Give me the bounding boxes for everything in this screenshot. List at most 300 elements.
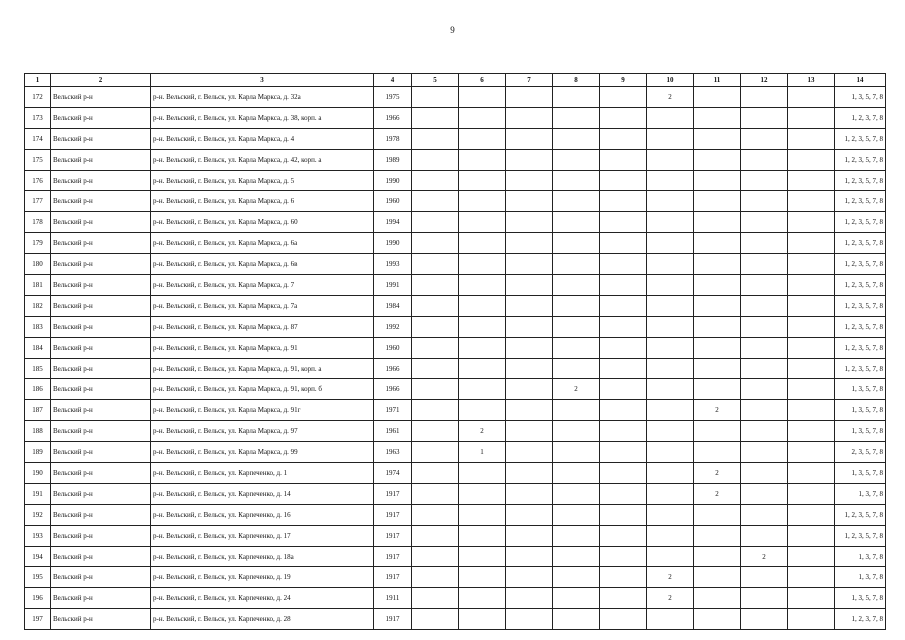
column-13-cell [788, 254, 835, 275]
year-cell: 1989 [374, 149, 412, 170]
column-7-cell [506, 233, 553, 254]
column-7-cell [506, 400, 553, 421]
column-5-cell [412, 107, 459, 128]
codes-cell: 1, 2, 3, 5, 7, 8 [835, 149, 886, 170]
year-cell: 1984 [374, 295, 412, 316]
column-header-4: 4 [374, 74, 412, 87]
table-row [25, 233, 886, 254]
year-cell: 1911 [374, 588, 412, 609]
row-number-cell: 194 [25, 546, 51, 567]
column-12-cell [741, 170, 788, 191]
column-9-cell [600, 546, 647, 567]
address-cell: р-н. Вельский, г. Вельск, ул. Карла Маркса, д. 6 [151, 191, 374, 212]
column-10-cell [647, 442, 694, 463]
table-row [25, 588, 886, 609]
column-11-cell [694, 107, 741, 128]
column-7-cell [506, 546, 553, 567]
column-8-cell [553, 463, 600, 484]
codes-cell: 1, 2, 3, 5, 7, 8 [835, 358, 886, 379]
address-cell: р-н. Вельский, г. Вельск, ул. Карпеченко, д. 17 [151, 525, 374, 546]
year-cell: 1917 [374, 525, 412, 546]
column-8-cell [553, 337, 600, 358]
row-number-cell: 185 [25, 358, 51, 379]
column-10-cell [647, 504, 694, 525]
column-6-cell [459, 546, 506, 567]
year-cell: 1992 [374, 316, 412, 337]
column-9-cell [600, 442, 647, 463]
table-row [25, 609, 886, 630]
column-header-9: 9 [600, 74, 647, 87]
address-cell: р-н. Вельский, г. Вельск, ул. Карпеченко, д. 1 [151, 463, 374, 484]
column-11-cell [694, 128, 741, 149]
address-cell: р-н. Вельский, г. Вельск, ул. Карла Маркса, д. 97 [151, 421, 374, 442]
column-header-14: 14 [835, 74, 886, 87]
column-12-cell [741, 421, 788, 442]
year-cell: 1966 [374, 379, 412, 400]
column-12-cell [741, 567, 788, 588]
district-cell: Вельский р-н [51, 588, 151, 609]
column-8-cell [553, 191, 600, 212]
column-10-cell [647, 295, 694, 316]
address-cell: р-н. Вельский, г. Вельск, ул. Карла Маркса, д. 91, корп. б [151, 379, 374, 400]
column-7-cell [506, 358, 553, 379]
year-cell: 1991 [374, 275, 412, 296]
district-cell: Вельский р-н [51, 546, 151, 567]
column-5-cell [412, 567, 459, 588]
column-6-cell [459, 191, 506, 212]
column-12-cell [741, 442, 788, 463]
year-cell: 1974 [374, 463, 412, 484]
column-5-cell [412, 128, 459, 149]
column-11-cell [694, 337, 741, 358]
codes-cell: 1, 3, 7, 8 [835, 567, 886, 588]
table-row [25, 295, 886, 316]
column-10-cell [647, 233, 694, 254]
column-9-cell [600, 609, 647, 630]
codes-cell: 1, 3, 5, 7, 8 [835, 588, 886, 609]
column-8-cell [553, 609, 600, 630]
year-cell: 1971 [374, 400, 412, 421]
codes-cell: 1, 2, 3, 5, 7, 8 [835, 128, 886, 149]
column-12-cell [741, 316, 788, 337]
column-12-cell [741, 212, 788, 233]
district-cell: Вельский р-н [51, 483, 151, 504]
column-9-cell [600, 400, 647, 421]
column-5-cell [412, 254, 459, 275]
column-7-cell [506, 567, 553, 588]
table-row [25, 463, 886, 484]
column-6-cell [459, 379, 506, 400]
column-5-cell [412, 421, 459, 442]
codes-cell: 1, 2, 3, 5, 7, 8 [835, 504, 886, 525]
column-8-cell [553, 567, 600, 588]
codes-cell: 1, 2, 3, 5, 7, 8 [835, 295, 886, 316]
table-row [25, 149, 886, 170]
column-5-cell [412, 400, 459, 421]
district-cell: Вельский р-н [51, 463, 151, 484]
column-10-cell: 2 [647, 87, 694, 108]
column-10-cell [647, 609, 694, 630]
column-9-cell [600, 421, 647, 442]
column-5-cell [412, 504, 459, 525]
table-row [25, 358, 886, 379]
column-header-5: 5 [412, 74, 459, 87]
codes-cell: 2, 3, 5, 7, 8 [835, 442, 886, 463]
column-6-cell [459, 233, 506, 254]
column-5-cell [412, 588, 459, 609]
codes-cell: 1, 2, 3, 5, 7, 8 [835, 233, 886, 254]
column-13-cell [788, 379, 835, 400]
column-header-8: 8 [553, 74, 600, 87]
codes-cell: 1, 3, 5, 7, 8 [835, 379, 886, 400]
column-11-cell: 2 [694, 400, 741, 421]
codes-cell: 1, 2, 3, 5, 7, 8 [835, 525, 886, 546]
column-9-cell [600, 233, 647, 254]
column-8-cell [553, 400, 600, 421]
column-6-cell [459, 212, 506, 233]
column-12-cell [741, 483, 788, 504]
column-11-cell [694, 421, 741, 442]
year-cell: 1917 [374, 483, 412, 504]
column-6-cell [459, 316, 506, 337]
column-13-cell [788, 525, 835, 546]
column-8-cell [553, 107, 600, 128]
column-13-cell [788, 463, 835, 484]
column-9-cell [600, 525, 647, 546]
row-number-cell: 175 [25, 149, 51, 170]
column-9-cell [600, 128, 647, 149]
codes-cell: 1, 3, 7, 8 [835, 546, 886, 567]
column-12-cell [741, 379, 788, 400]
column-6-cell [459, 567, 506, 588]
year-cell: 1963 [374, 442, 412, 463]
column-12-cell [741, 254, 788, 275]
column-7-cell [506, 525, 553, 546]
table-row [25, 254, 886, 275]
column-5-cell [412, 212, 459, 233]
row-number-cell: 183 [25, 316, 51, 337]
column-7-cell [506, 421, 553, 442]
row-number-cell: 189 [25, 442, 51, 463]
column-12-cell [741, 588, 788, 609]
column-9-cell [600, 504, 647, 525]
column-8-cell [553, 421, 600, 442]
column-header-10: 10 [647, 74, 694, 87]
column-8-cell [553, 546, 600, 567]
codes-cell: 1, 2, 3, 7, 8 [835, 107, 886, 128]
column-10-cell [647, 337, 694, 358]
column-header-7: 7 [506, 74, 553, 87]
year-cell: 1966 [374, 358, 412, 379]
column-10-cell [647, 212, 694, 233]
district-cell: Вельский р-н [51, 212, 151, 233]
district-cell: Вельский р-н [51, 191, 151, 212]
column-8-cell [553, 504, 600, 525]
row-number-cell: 192 [25, 504, 51, 525]
column-9-cell [600, 87, 647, 108]
column-13-cell [788, 421, 835, 442]
address-cell: р-н. Вельский, г. Вельск, ул. Карла Маркса, д. 4 [151, 128, 374, 149]
column-11-cell [694, 609, 741, 630]
column-9-cell [600, 358, 647, 379]
column-13-cell [788, 358, 835, 379]
column-8-cell [553, 295, 600, 316]
year-cell: 1975 [374, 87, 412, 108]
column-10-cell [647, 525, 694, 546]
row-number-cell: 193 [25, 525, 51, 546]
column-6-cell [459, 463, 506, 484]
column-7-cell [506, 609, 553, 630]
column-7-cell [506, 379, 553, 400]
column-11-cell [694, 442, 741, 463]
column-10-cell [647, 463, 694, 484]
column-10-cell [647, 546, 694, 567]
column-5-cell [412, 379, 459, 400]
column-12-cell [741, 400, 788, 421]
column-10-cell [647, 483, 694, 504]
column-11-cell [694, 170, 741, 191]
column-11-cell [694, 358, 741, 379]
column-6-cell [459, 295, 506, 316]
column-7-cell [506, 107, 553, 128]
table-row [25, 128, 886, 149]
column-8-cell [553, 442, 600, 463]
table-row [25, 275, 886, 296]
column-13-cell [788, 170, 835, 191]
row-number-cell: 196 [25, 588, 51, 609]
row-number-cell: 186 [25, 379, 51, 400]
district-cell: Вельский р-н [51, 567, 151, 588]
codes-cell: 1, 3, 7, 8 [835, 483, 886, 504]
year-cell: 1917 [374, 546, 412, 567]
address-cell: р-н. Вельский, г. Вельск, ул. Карла Маркса, д. 6а [151, 233, 374, 254]
year-cell: 1917 [374, 609, 412, 630]
codes-cell: 1, 2, 3, 5, 7, 8 [835, 275, 886, 296]
district-cell: Вельский р-н [51, 504, 151, 525]
year-cell: 1960 [374, 337, 412, 358]
codes-cell: 1, 2, 3, 7, 8 [835, 609, 886, 630]
column-11-cell [694, 567, 741, 588]
column-12-cell [741, 337, 788, 358]
column-13-cell [788, 546, 835, 567]
column-8-cell [553, 525, 600, 546]
column-11-cell [694, 149, 741, 170]
column-9-cell [600, 212, 647, 233]
row-number-cell: 172 [25, 87, 51, 108]
district-cell: Вельский р-н [51, 233, 151, 254]
column-header-1: 1 [25, 74, 51, 87]
column-12-cell [741, 128, 788, 149]
column-header-11: 11 [694, 74, 741, 87]
column-7-cell [506, 128, 553, 149]
table-row [25, 567, 886, 588]
column-8-cell [553, 588, 600, 609]
address-cell: р-н. Вельский, г. Вельск, ул. Карла Маркса, д. 5 [151, 170, 374, 191]
column-5-cell [412, 525, 459, 546]
column-12-cell [741, 87, 788, 108]
column-12-cell [741, 504, 788, 525]
column-12-cell [741, 107, 788, 128]
address-cell: р-н. Вельский, г. Вельск, ул. Карла Маркса, д. 60 [151, 212, 374, 233]
table-row [25, 379, 886, 400]
column-6-cell [459, 525, 506, 546]
column-12-cell [741, 463, 788, 484]
year-cell: 1966 [374, 107, 412, 128]
address-cell: р-н. Вельский, г. Вельск, ул. Карла Маркса, д. 6в [151, 254, 374, 275]
column-8-cell [553, 149, 600, 170]
column-11-cell [694, 295, 741, 316]
column-12-cell [741, 525, 788, 546]
column-5-cell [412, 546, 459, 567]
column-8-cell [553, 233, 600, 254]
column-10-cell [647, 421, 694, 442]
district-cell: Вельский р-н [51, 609, 151, 630]
column-8-cell [553, 358, 600, 379]
codes-cell: 1, 2, 3, 5, 7, 8 [835, 212, 886, 233]
column-9-cell [600, 379, 647, 400]
table-row [25, 400, 886, 421]
column-8-cell: 2 [553, 379, 600, 400]
column-header-13: 13 [788, 74, 835, 87]
column-7-cell [506, 504, 553, 525]
column-5-cell [412, 463, 459, 484]
address-cell: р-н. Вельский, г. Вельск, ул. Карпеченко, д. 16 [151, 504, 374, 525]
codes-cell: 1, 3, 5, 7, 8 [835, 400, 886, 421]
column-header-3: 3 [151, 74, 374, 87]
column-10-cell [647, 107, 694, 128]
column-9-cell [600, 107, 647, 128]
address-cell: р-н. Вельский, г. Вельск, ул. Карпеченко, д. 24 [151, 588, 374, 609]
column-13-cell [788, 442, 835, 463]
column-10-cell: 2 [647, 588, 694, 609]
year-cell: 1978 [374, 128, 412, 149]
table-row [25, 442, 886, 463]
column-9-cell [600, 295, 647, 316]
district-cell: Вельский р-н [51, 107, 151, 128]
address-cell: р-н. Вельский, г. Вельск, ул. Карпеченко, д. 19 [151, 567, 374, 588]
table-row [25, 421, 886, 442]
column-13-cell [788, 128, 835, 149]
column-10-cell [647, 170, 694, 191]
column-10-cell [647, 400, 694, 421]
column-6-cell [459, 128, 506, 149]
column-10-cell [647, 128, 694, 149]
column-13-cell [788, 233, 835, 254]
column-11-cell [694, 254, 741, 275]
row-number-cell: 184 [25, 337, 51, 358]
column-6-cell [459, 107, 506, 128]
district-cell: Вельский р-н [51, 275, 151, 296]
district-cell: Вельский р-н [51, 254, 151, 275]
table-row [25, 316, 886, 337]
district-cell: Вельский р-н [51, 316, 151, 337]
column-6-cell [459, 609, 506, 630]
column-7-cell [506, 170, 553, 191]
column-12-cell [741, 233, 788, 254]
address-cell: р-н. Вельский, г. Вельск, ул. Карла Маркса, д. 87 [151, 316, 374, 337]
codes-cell: 1, 2, 3, 5, 7, 8 [835, 316, 886, 337]
column-header-6: 6 [459, 74, 506, 87]
column-5-cell [412, 149, 459, 170]
column-13-cell [788, 588, 835, 609]
column-13-cell [788, 295, 835, 316]
column-5-cell [412, 358, 459, 379]
table-row [25, 483, 886, 504]
column-11-cell: 2 [694, 483, 741, 504]
district-cell: Вельский р-н [51, 87, 151, 108]
column-13-cell [788, 107, 835, 128]
column-13-cell [788, 609, 835, 630]
row-number-cell: 191 [25, 483, 51, 504]
district-cell: Вельский р-н [51, 525, 151, 546]
column-12-cell [741, 149, 788, 170]
column-6-cell [459, 170, 506, 191]
row-number-cell: 178 [25, 212, 51, 233]
column-5-cell [412, 170, 459, 191]
district-cell: Вельский р-н [51, 170, 151, 191]
column-5-cell [412, 316, 459, 337]
codes-cell: 1, 3, 5, 7, 8 [835, 87, 886, 108]
column-11-cell [694, 546, 741, 567]
column-10-cell [647, 149, 694, 170]
column-13-cell [788, 149, 835, 170]
table-row [25, 337, 886, 358]
column-11-cell [694, 191, 741, 212]
column-5-cell [412, 609, 459, 630]
column-8-cell [553, 275, 600, 296]
column-8-cell [553, 87, 600, 108]
column-7-cell [506, 337, 553, 358]
column-6-cell [459, 87, 506, 108]
column-11-cell [694, 525, 741, 546]
column-9-cell [600, 254, 647, 275]
address-cell: р-н. Вельский, г. Вельск, ул. Карла Маркса, д. 91, корп. а [151, 358, 374, 379]
address-cell: р-н. Вельский, г. Вельск, ул. Карпеченко, д. 18а [151, 546, 374, 567]
column-5-cell [412, 275, 459, 296]
address-cell: р-н. Вельский, г. Вельск, ул. Карпеченко, д. 28 [151, 609, 374, 630]
column-7-cell [506, 463, 553, 484]
column-10-cell [647, 316, 694, 337]
column-7-cell [506, 275, 553, 296]
codes-cell: 1, 2, 3, 5, 7, 8 [835, 191, 886, 212]
column-11-cell [694, 233, 741, 254]
column-10-cell [647, 254, 694, 275]
column-11-cell: 2 [694, 463, 741, 484]
year-cell: 1917 [374, 567, 412, 588]
column-8-cell [553, 483, 600, 504]
address-cell: р-н. Вельский, г. Вельск, ул. Карла Маркса, д. 42, корп. а [151, 149, 374, 170]
column-9-cell [600, 316, 647, 337]
column-11-cell [694, 275, 741, 296]
column-6-cell [459, 149, 506, 170]
column-6-cell [459, 337, 506, 358]
table-row [25, 191, 886, 212]
column-10-cell [647, 275, 694, 296]
column-6-cell [459, 254, 506, 275]
row-number-cell: 176 [25, 170, 51, 191]
column-9-cell [600, 567, 647, 588]
column-7-cell [506, 316, 553, 337]
column-13-cell [788, 212, 835, 233]
column-7-cell [506, 442, 553, 463]
column-9-cell [600, 337, 647, 358]
codes-cell: 1, 2, 3, 5, 7, 8 [835, 337, 886, 358]
table-row [25, 87, 886, 108]
district-cell: Вельский р-н [51, 400, 151, 421]
table-row [25, 212, 886, 233]
column-13-cell [788, 275, 835, 296]
codes-cell: 1, 2, 3, 5, 7, 8 [835, 170, 886, 191]
